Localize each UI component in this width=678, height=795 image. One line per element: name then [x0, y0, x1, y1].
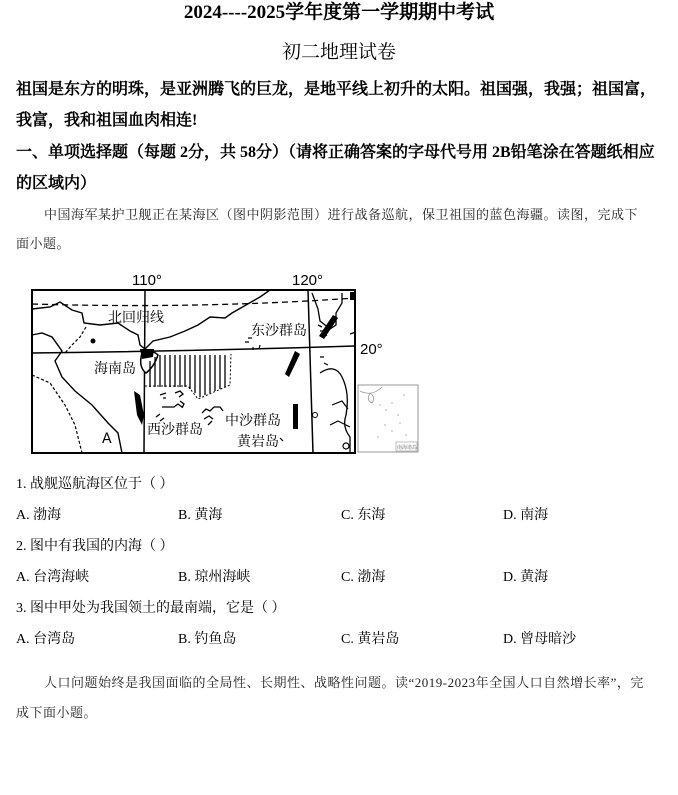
question-2-option-c[interactable]: C. 渤海	[341, 570, 386, 585]
tropic-label: 北回归线	[108, 310, 164, 326]
passage-1-line-1	[16, 200, 666, 229]
section-heading-line-2: 的区域内）	[16, 175, 97, 192]
passage-2-line-1	[16, 668, 666, 697]
question-1-option-b[interactable]: B. 黄海	[178, 508, 223, 523]
exam-title: 2024----2025学年度第一学期期中考试	[183, 2, 495, 23]
question-3-option-c[interactable]: C. 黄岩岛	[341, 632, 400, 647]
question-2-stem: 2. 图中有我国的内海（ ）	[16, 539, 174, 554]
motto-line-2: 我富，我和祖国血肉相连!	[16, 112, 198, 129]
passage-2-line-2: 成下面小题。	[16, 705, 98, 720]
question-2-option-b[interactable]: B. 琼州海峡	[178, 570, 251, 585]
huangyan-label: 黄岩岛	[237, 434, 279, 450]
passage-1-text-1: 中国海军某护卫舰正在某海区（图中阴影范围）进行战备巡航，保卫祖国的蓝色海疆。读图，完成下	[44, 207, 639, 222]
inset-label: 南海诸岛	[397, 445, 418, 451]
question-1-option-d[interactable]: D. 南海	[503, 508, 549, 523]
question-3-option-a[interactable]: A. 台湾岛	[16, 632, 76, 647]
dongsha-label: 东沙群岛	[251, 323, 307, 339]
zhongsha-label: 中沙群岛	[225, 413, 281, 429]
question-2-option-a[interactable]: A. 台湾海峡	[16, 570, 90, 585]
south-china-sea-map	[20, 265, 420, 460]
lon-120-label: 120°	[292, 272, 324, 289]
xisha-label: 西沙群岛	[147, 422, 203, 438]
question-3-stem: 3. 图中甲处为我国领土的最南端，它是（ ）	[16, 601, 286, 616]
motto-line-1: 祖国是东方的明珠，是亚洲腾飞的巨龙，是地平线上初升的太阳。祖国强，我强；祖国富，	[16, 81, 657, 98]
passage-2-text-1: 人口问题始终是我国面临的全局性、长期性、战略性问题。读“2019-2023年全国人口自然增长率”，完	[44, 675, 644, 690]
exam-subtitle: 初二地理试卷	[281, 42, 396, 63]
question-2-option-d[interactable]: D. 黄海	[503, 570, 549, 585]
hainan-label: 海南岛	[94, 361, 136, 377]
passage-1-line-2: 面小题。	[16, 236, 71, 251]
question-1-option-a[interactable]: A. 渤海	[16, 508, 62, 523]
point-a-label: A	[102, 431, 112, 447]
lat-20-label: 20°	[360, 341, 383, 358]
section-heading-line-1: 一、单项选择题（每题 2分，共 58分）（请将正确答案的字母代号用 2B铅笔涂在答题纸相应	[16, 144, 655, 161]
question-3-option-d[interactable]: D. 曾母暗沙	[503, 632, 577, 647]
lon-110-label: 110°	[132, 272, 162, 289]
question-1-option-c[interactable]: C. 东海	[341, 508, 386, 523]
question-3-option-b[interactable]: B. 钓鱼岛	[178, 632, 237, 647]
question-1-stem: 1. 战舰巡航海区位于（ ）	[16, 477, 174, 492]
